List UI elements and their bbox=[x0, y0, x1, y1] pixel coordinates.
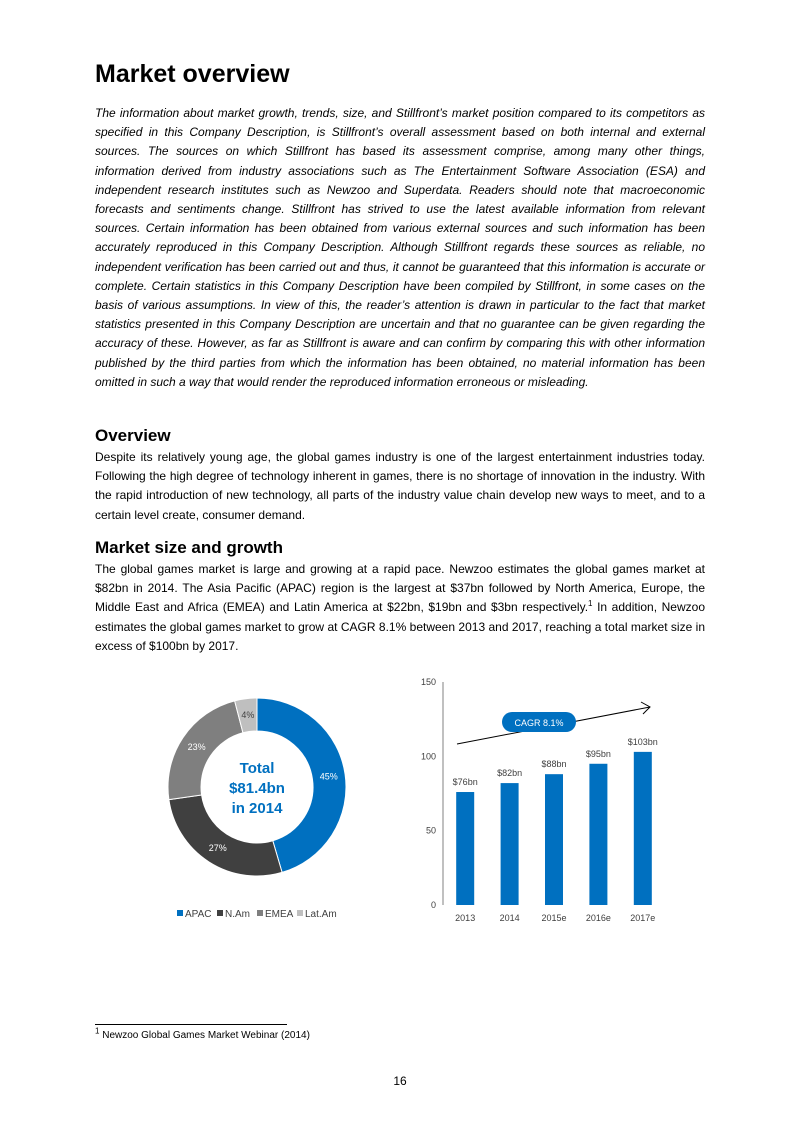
x-tick-label: 2013 bbox=[455, 913, 476, 923]
donut-center-label: Total bbox=[239, 760, 275, 777]
y-tick-label: 150 bbox=[420, 677, 436, 687]
market-text-a: The global games market is large and growing at a rapid pace. Newzoo estimates the global games market at $82bn in 2014. The Asia Pacific (APAC) region is the largest at $37bn followed by North America, Europe, the Middle East and Africa (EMEA) and Latin America at $22bn, $19bn and $3bn respectively. bbox=[95, 562, 705, 615]
footnote-text: Newzoo Global Games Market Webinar (2014) bbox=[102, 1030, 310, 1041]
x-tick-label: 2015e bbox=[541, 913, 567, 923]
bar-chart-svg bbox=[415, 672, 680, 934]
bar-2015e bbox=[545, 774, 563, 905]
donut-label-nam: 27% bbox=[208, 842, 227, 853]
donut-center-label: $81.4bn bbox=[229, 780, 285, 797]
bar-data-label: $82bn bbox=[497, 768, 523, 779]
page-number: 16 bbox=[393, 1074, 407, 1088]
donut-center-label: in 2014 bbox=[231, 800, 283, 817]
market-text-b: In addition, Newzoo estimates the global games market to grow at CAGR 8.1% between 2013 and 2017, reaching a total market size in excess of $100bn by 2017. bbox=[95, 600, 705, 653]
legend-item-apac: APAC bbox=[185, 909, 212, 920]
donut-chart bbox=[150, 680, 380, 930]
x-tick-label: 2016e bbox=[585, 913, 611, 923]
page-title: Market overview bbox=[95, 60, 290, 88]
bar-2014 bbox=[501, 783, 519, 905]
y-tick-label: 100 bbox=[420, 751, 436, 762]
cagr-label: CAGR 8.1% bbox=[514, 718, 564, 728]
x-tick-label: 2014 bbox=[499, 913, 520, 923]
bar-data-label: $76bn bbox=[452, 777, 478, 788]
market-heading: Market size and growth bbox=[95, 538, 283, 557]
legend-swatch bbox=[297, 910, 303, 916]
y-tick-label: 50 bbox=[425, 825, 436, 836]
bar-data-label: $103bn bbox=[627, 736, 658, 747]
footnote-reference[interactable]: 1 bbox=[588, 599, 593, 609]
bar-chart bbox=[415, 672, 680, 934]
y-tick-label: 0 bbox=[430, 900, 436, 910]
legend-swatch bbox=[257, 910, 263, 916]
bar-2017e bbox=[634, 752, 652, 905]
legend-swatch bbox=[217, 910, 223, 916]
legend-item-emea: EMEA bbox=[265, 909, 294, 920]
overview-heading: Overview bbox=[95, 426, 171, 445]
footnote-number: 1 bbox=[95, 1026, 100, 1036]
bar-data-label: $88bn bbox=[541, 759, 567, 770]
legend-swatch bbox=[177, 910, 183, 916]
donut-chart-svg bbox=[150, 680, 380, 930]
footnote-rule bbox=[95, 1024, 287, 1025]
market-paragraph bbox=[95, 560, 705, 656]
legend-item-latam: Lat.Am bbox=[305, 909, 337, 920]
x-tick-label: 2017e bbox=[630, 913, 656, 923]
bar-2013 bbox=[456, 792, 474, 905]
bar-data-label: $95bn bbox=[585, 748, 611, 759]
overview-paragraph: Despite its relatively young age, the global games industry is one of the largest entertainment industries today. Following the high degree of technology inherent in games, there is no shortage of innovation in the industry. With the rapid introduction of new technology, all parts of the industry value chain develop new ways to meet, and to a certain level create, consumer demand. bbox=[95, 450, 705, 522]
legend-item-nam: N.Am bbox=[225, 909, 250, 920]
donut-label-latam: 4% bbox=[241, 710, 255, 721]
footnote bbox=[95, 1026, 310, 1041]
disclaimer-paragraph: The information about market growth, trends, size, and Stillfront’s market position compared to its competitors as specified in this Company Description, is Stillfront’s overall assessment based on both internal and external sources. The sources on which Stillfront has based its assessment comprise, among many other things, information derived from industry associations such as The Entertainment Software Association (ESA) and independent research institutes such as Newzoo and Superdata. Readers should note that macroeconomic forecasts and sentiments change. Stillfront has strived to use the latest available information from relevant sources. Certain information has been obtained from various external sources and such information has been accurately reproduced in this Company Description. Although Stillfront regards these sources as reliable, no independent verification has been carried out and thus, it cannot be guaranteed that this information is accurate or complete. Certain statistics in this Company Description have been compiled by Stillfront, in some cases on the basis of various assumptions. In view of this, the reader’s attention is drawn in particular to the fact that market statistics presented in this Company Description are uncertain and that no guarantee can be given regarding the accuracy of these. However, as far as Stillfront is aware and can confirm by comparing this with other information published by the third parties from which the information has been obtained, no material information has been omitted in such a way that would render the reproduced information erroneous or misleading. bbox=[95, 106, 705, 389]
bar-2016e bbox=[589, 764, 607, 905]
donut-label-apac: 45% bbox=[319, 771, 338, 782]
donut-label-emea: 23% bbox=[187, 741, 206, 752]
